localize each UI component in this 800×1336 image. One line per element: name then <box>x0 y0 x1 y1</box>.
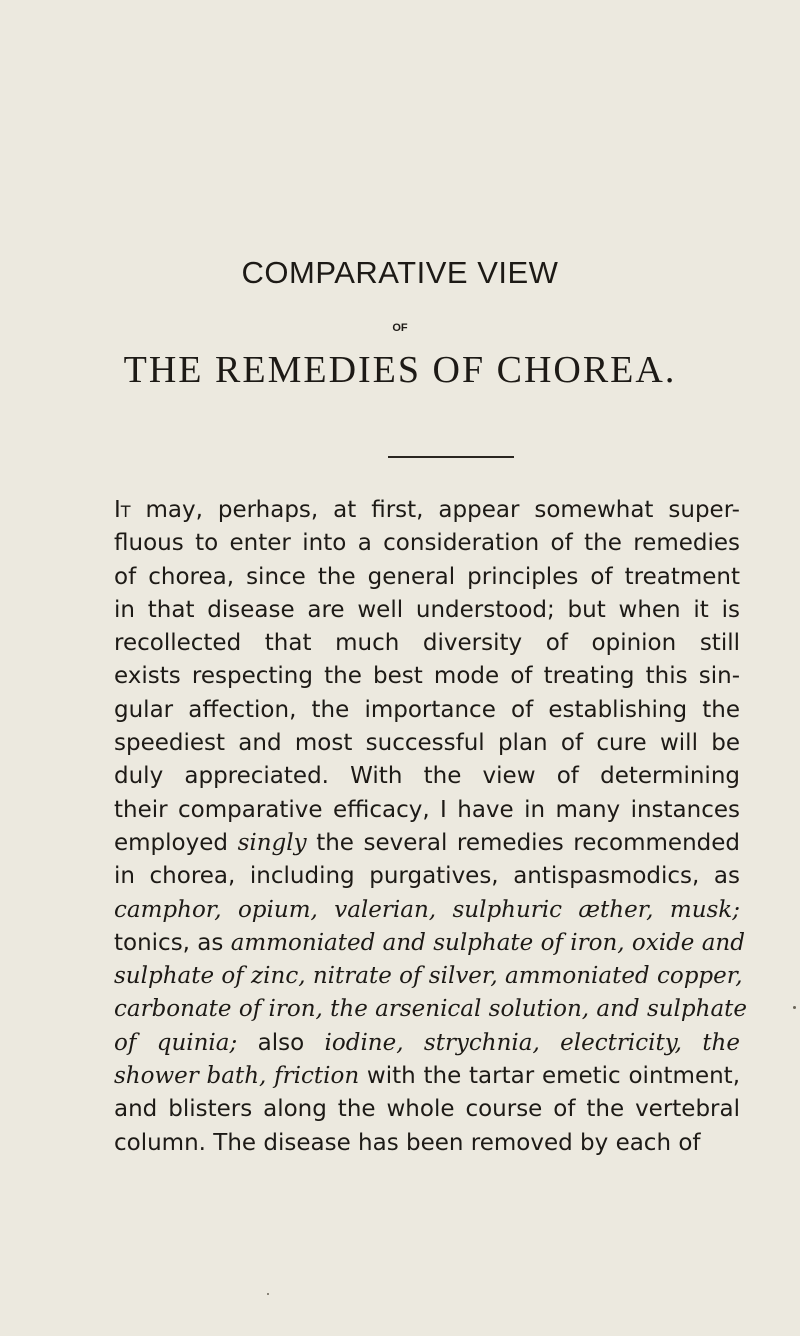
text-line <box>114 860 740 893</box>
text-run: with the tartar emetic ointment, <box>359 1063 741 1090</box>
text-line <box>114 960 743 993</box>
text-run: and blisters along the whole course of the vertebral <box>114 1096 740 1123</box>
text-run: in chorea, including purgatives, antispasmodics, as <box>114 863 740 890</box>
text-run: in that disease are well understood; but when it is <box>114 596 740 623</box>
text-run: tonics, as <box>114 929 231 956</box>
text-line <box>114 1060 740 1093</box>
text-line <box>114 561 740 594</box>
text-line <box>114 1093 740 1126</box>
italic-text: singly <box>237 829 307 856</box>
text-line <box>114 494 740 527</box>
page-subtitle: THE REMEDIES OF CHOREA. <box>123 349 677 391</box>
text-line <box>114 894 740 927</box>
text-run: fluous to enter into a consideration of the remedies <box>114 530 740 557</box>
text-line <box>114 1127 740 1160</box>
paper-speck <box>267 1293 269 1295</box>
text-run: employed <box>114 829 238 856</box>
page-title: COMPARATIVE VIEW <box>241 255 559 290</box>
text-run: exists respecting the best mode of treating this sin- <box>114 663 740 690</box>
text-run: also <box>237 1029 325 1056</box>
section-divider <box>388 456 514 458</box>
text-line <box>114 594 740 627</box>
title-connector: OF <box>392 322 408 334</box>
opening-word: It <box>114 497 131 523</box>
text-run: speediest and most successful plan of cure will be <box>114 730 740 757</box>
text-run: gular affection, the importance of establishing the <box>114 696 740 723</box>
text-run: the several remedies recommended <box>306 829 740 856</box>
text-line <box>114 627 740 660</box>
text-line <box>114 660 740 693</box>
text-run: duly appreciated. With the view of determining <box>114 763 740 790</box>
italic-text: iodine, strychnia, electricity, the <box>324 1029 740 1056</box>
text-run: column. The disease has been removed by each of <box>114 1129 701 1156</box>
text-line <box>114 794 740 827</box>
text-run: their comparative efficacy, I have in many instances <box>114 796 740 823</box>
text-line <box>114 760 740 793</box>
italic-text: camphor, opium, valerian, sulphuric æther, musk; <box>114 896 740 923</box>
italic-text: carbonate of iron, the arsenical solution, and sulphate <box>114 996 748 1023</box>
text-run: may, perhaps, at first, appear somewhat super- <box>130 497 740 523</box>
text-line <box>114 827 740 860</box>
italic-text: ammoniated and sulphate of iron, oxide and <box>230 929 745 956</box>
text-line <box>114 727 740 760</box>
italic-text: sulphate of zinc, nitrate of silver, ammoniated copper, <box>114 963 743 990</box>
text-line <box>114 1027 740 1060</box>
text-run: recollected that much diversity of opinion still <box>114 630 740 657</box>
paper-speck <box>793 1006 796 1009</box>
text-line <box>114 993 748 1026</box>
text-run: of chorea, since the general principles of treatment <box>114 563 740 590</box>
italic-text: shower bath, friction <box>114 1063 360 1090</box>
italic-text: of quinia; <box>114 1029 238 1056</box>
text-line <box>114 527 740 560</box>
text-line <box>114 927 745 960</box>
text-line <box>114 694 740 727</box>
body-paragraph <box>114 494 748 1160</box>
